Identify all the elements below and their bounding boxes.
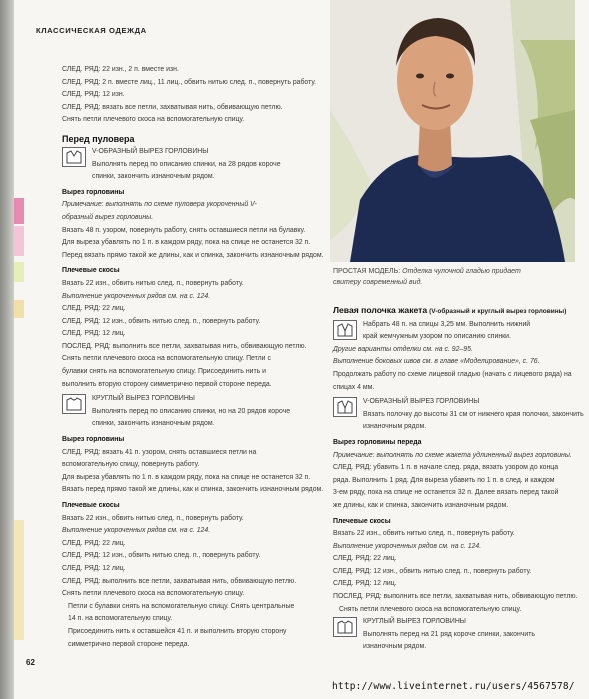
text-line: ПОСЛЕД. РЯД: выполнить все петли, захватывая нить, обвивающую петлю. [333, 593, 578, 601]
section-subtitle: Вырез горловины [62, 436, 125, 444]
section-subtitle: Вырез горловины переда [333, 438, 422, 446]
text-line: Для выреза убавлять по 1 п. в каждом ряду, пока на спице не останется 32 п. [62, 239, 311, 247]
text-line: Снять петли плечевого скоса на вспомогательную спицу. Петли с [62, 355, 271, 363]
text-line: Выполнение укороченных рядов см. на с. 124. [333, 542, 482, 550]
book-spine [0, 0, 14, 699]
subsection-title: V-ОБРАЗНЫЙ ВЫРЕЗ ГОРЛОВИНЫ [92, 147, 209, 155]
color-tab [14, 198, 24, 224]
text-line: 14 п. на вспомогательную спицу. [68, 615, 173, 623]
text-line: Вязать 22 изн., обвить нитью след. п., повернуть работу. [62, 279, 244, 287]
text-line: Выполнение укороченных рядов см. на с. 124. [62, 527, 211, 535]
text-line: СЛЕД. РЯД: 22 лиц. [62, 539, 126, 547]
text-line: Петли с булавки снять на вспомогательную спицу. Снять центральные [68, 602, 295, 610]
caption-text: свитеру современный вид. [333, 279, 423, 286]
text-line: Вязать перед прямо такой же длины, как и спинка, закончить изнаночным рядом. [62, 486, 324, 494]
text-line: Выполнять перед по описанию спинки, но на 20 рядов короче [92, 407, 291, 415]
text-line: Продолжать работу по схеме лицевой гладью (начать с лицевого ряда) на [333, 370, 572, 378]
round-neck-sweater-icon [62, 394, 86, 414]
model-photo [330, 0, 575, 262]
text-line: Другие варианты отделки см. на с. 92–95. [333, 345, 473, 353]
text-line: СЛЕД. РЯД: 12 изн. [62, 91, 125, 99]
jacket-icon [333, 320, 357, 340]
text-line: СЛЕД. РЯД: убавить 1 п. в начале след. ряда, вязать узором до конца [333, 464, 559, 472]
section-title: Левая полочка жакета [333, 305, 428, 315]
text-line: СЛЕД. РЯД: вязать все петли, захватывая нить, обвивающую петлю. [62, 103, 283, 111]
text-line: Присоединить нить к оставшейся 41 п. и выполнить вторую сторону [68, 627, 287, 635]
text-line: СЛЕД. РЯД: 22 лиц. [333, 555, 397, 563]
text-line: Перед вязать прямо такой же длины, как и спинка, закончить изнаночным рядом. [62, 251, 324, 259]
section-title-line [333, 304, 589, 319]
text-line: край жемчужным узором по описанию спинки. [363, 333, 511, 341]
caption-text: Отделка чулочной гладью придает [402, 268, 521, 275]
text-line: Снять петли плечевого скоса на вспомогательную спицу. [62, 590, 245, 598]
text-line: вспомогательную спицу, повернуть работу. [62, 461, 200, 469]
text-line: Вязать 22 изн., обвить нитью след. п., повернуть работу. [333, 530, 515, 538]
text-line: Выполнять перед по описанию спинки, на 28 рядов короче [92, 160, 281, 168]
subsection-title: КРУГЛЫЙ ВЫРЕЗ ГОРЛОВИНЫ [92, 395, 195, 403]
text-line: СЛЕД. РЯД: 12 лиц. [62, 330, 126, 338]
text-line: Выполнение боковых швов см. в главе «Моделирование», с. 76. [333, 358, 540, 366]
text-line: СЛЕД. РЯД: выполнить все петли, захватывая нить, обвивающую петлю. [62, 577, 297, 585]
round-neck-block [62, 393, 338, 431]
color-tab [14, 262, 24, 282]
section-subtitle: Вырез горловины [62, 188, 125, 196]
text-line: булавки снять на вспомогательную спицу. Присоединить нить и [62, 368, 266, 376]
text-line: спинки, закончить изнаночным рядом. [92, 420, 215, 428]
text-line: ПОСЛЕД. РЯД: выполнить все петли, захватывая нить, обвивающую петлю. [62, 342, 307, 350]
text-line: ряда. Выполнить 1 ряд. Для выреза убавить по 1 п. в след. и каждом [333, 476, 555, 484]
text-line: симметрично первой стороне переда. [68, 640, 190, 648]
section-subtitle: Плечевые скосы [62, 502, 120, 509]
text-line: СЛЕД. РЯД: 12 лиц. [62, 564, 126, 572]
photo-caption [333, 266, 563, 288]
watermark-url: http://www.liveinternet.ru/users/4567578/ [332, 681, 575, 692]
subsection-title: КРУГЛЫЙ ВЫРЕЗ ГОРЛОВИНЫ [363, 618, 466, 626]
text-line: Вязать 48 п. узором, повернуть работу, снять оставшиеся петли на булавку. [62, 226, 306, 234]
text-line: Набрать 48 п. на спицы 3,25 мм. Выполнить нижний [363, 320, 531, 328]
section-subtitle: Плечевые скосы [333, 517, 391, 525]
color-tab [14, 226, 24, 256]
note-line: образный вырез горловины. [62, 213, 154, 221]
text-line: Снять петли плечевого скоса на вспомогательную спицу. [62, 116, 245, 124]
section-header: КЛАССИЧЕСКАЯ ОДЕЖДА [36, 26, 147, 35]
right-column [333, 304, 589, 654]
subsection-title: V-ОБРАЗНЫЙ ВЫРЕЗ ГОРЛОВИНЫ [363, 398, 480, 406]
text-line: изнаночным рядом. [363, 423, 427, 431]
text-line: Вязать полочку до высоты 31 см от нижнего края полочки, закончить [363, 410, 584, 418]
round-neck-jacket-icon [333, 617, 357, 637]
note-line: Примечание: выполнять по схеме жакета удлиненный вырез горловины. [333, 451, 572, 459]
section-title: Перед пуловера [62, 133, 135, 144]
text-line: Снять петли плечевого скоса на вспомогательную спицу. [339, 605, 522, 613]
text-line: СЛЕД. РЯД: 12 лиц. [333, 580, 397, 588]
v-neck-jacket-icon [333, 397, 357, 417]
round-neck-block [333, 616, 589, 654]
text-line: же длины, как и спинка, закончить изнаночным рядом. [333, 501, 509, 509]
v-neck-block [333, 396, 589, 434]
text-line: Выполнять перед на 21 ряд короче спинки, закончить [363, 630, 535, 638]
left-column [62, 64, 338, 651]
text-line: СЛЕД. РЯД: 22 изн., 2 п. вместе изн. [62, 66, 179, 73]
page-number: 62 [26, 658, 35, 667]
text-line: изнаночным рядом. [363, 643, 427, 651]
text-line: Вязать 22 изн., обвить нитью след. п., повернуть работу. [62, 514, 244, 522]
caption-label: ПРОСТАЯ МОДЕЛЬ: [333, 268, 401, 275]
v-neck-block [62, 146, 338, 184]
text-line: спицах 4 мм. [333, 383, 375, 391]
note-line: Примечание: выполнять по схеме пуловера укороченный V- [62, 201, 257, 209]
text-line: Для выреза убавлять по 1 п. в каждом ряду, пока на спице не останется 32 п. [62, 473, 311, 481]
text-line: СЛЕД. РЯД: 12 изн., обвить нитью след. п., повернуть работу. [62, 317, 261, 325]
color-tab [14, 300, 24, 318]
jacket-block [333, 319, 589, 344]
color-tab [14, 520, 24, 640]
section-subtitle: Плечевые скосы [62, 267, 120, 275]
text-line: СЛЕД. РЯД: вязать 41 п. узором, снять оставшиеся петли на [62, 448, 257, 456]
text-line: выполнить вторую сторону симметрично первой стороне переда. [62, 380, 272, 388]
text-line: 3-ем ряду, пока на спице не останется 32 п. Далее вязать перед такой [333, 489, 559, 497]
text-line: СЛЕД. РЯД: 2 п. вместе лиц., 11 лиц., обвить нитью след. п., повернуть работу. [62, 78, 317, 86]
section-subtitle: (V-образный и круглый вырез горловины) [429, 308, 567, 315]
v-neck-sweater-icon [62, 147, 86, 167]
text-line: спинки, закончить изнаночным рядом. [92, 173, 215, 181]
text-line: СЛЕД. РЯД: 22 лиц. [62, 305, 126, 313]
text-line: СЛЕД. РЯД: 12 изн., обвить нитью след. п., повернуть работу. [62, 552, 261, 560]
text-line: Выполнение укороченных рядов см. на с. 124. [62, 292, 211, 300]
text-line: СЛЕД. РЯД: 12 изн., обвить нитью след. п., повернуть работу. [333, 567, 532, 575]
